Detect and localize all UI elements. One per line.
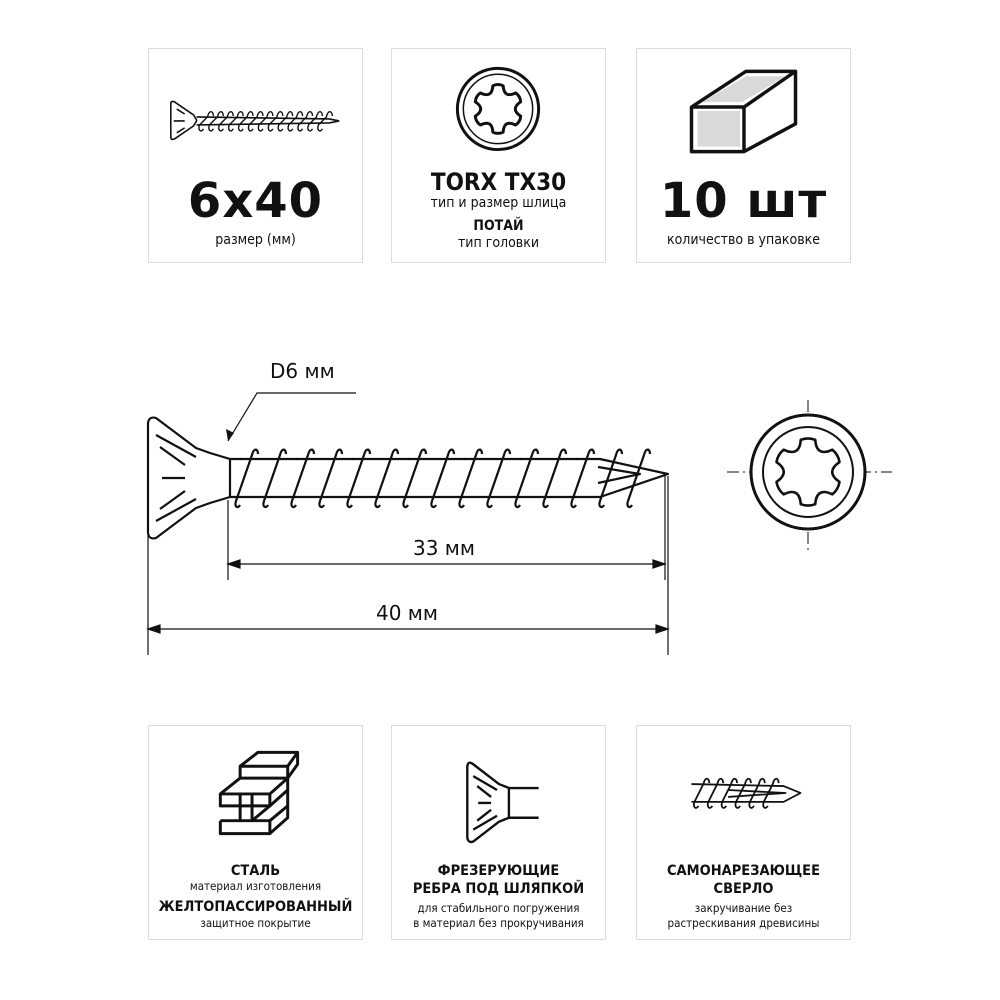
torx-drive-icon bbox=[392, 49, 605, 159]
quantity-value: 10 шт bbox=[659, 173, 828, 229]
material-title: СТАЛЬ bbox=[230, 863, 281, 879]
tip-sub-line1: закручивание без bbox=[694, 901, 793, 915]
tip-card bbox=[636, 725, 851, 940]
tip-sub-line2: растрескивания древисины bbox=[667, 916, 820, 930]
tip-title-line2: СВЕРЛО bbox=[713, 881, 774, 897]
torx-head-top-view bbox=[727, 400, 892, 550]
head-type-label: тип головки bbox=[457, 235, 540, 251]
quantity-card bbox=[636, 48, 851, 263]
drive-type: TORX TX30 bbox=[430, 168, 567, 196]
self-drilling-tip-icon bbox=[637, 726, 850, 856]
thread-length-label: 33 мм bbox=[413, 536, 475, 560]
milling-ribs-icon bbox=[392, 726, 605, 856]
size-value: 6x40 bbox=[187, 173, 324, 229]
package-box-icon bbox=[637, 49, 850, 169]
quantity-label: количество в упаковке bbox=[666, 232, 821, 248]
drive-card bbox=[391, 48, 606, 263]
screw-icon bbox=[149, 49, 362, 179]
tip-title-line1: САМОНАРЕЗАЮЩЕЕ bbox=[666, 863, 821, 879]
drive-type-label: тип и размер шлица bbox=[430, 195, 567, 211]
total-length-label: 40 мм bbox=[376, 601, 438, 625]
size-card bbox=[148, 48, 363, 263]
diameter-label: D6 мм bbox=[270, 359, 335, 383]
steel-beam-icon bbox=[149, 726, 362, 851]
ribs-card bbox=[391, 725, 606, 940]
ribs-sub-line1: для стабильного погружения bbox=[417, 901, 580, 915]
ribs-sub-line2: в материал без прокручивания bbox=[413, 916, 584, 930]
size-label: размер (мм) bbox=[215, 232, 296, 248]
screw-technical-drawing bbox=[0, 345, 1000, 665]
head-type: ПОТАЙ bbox=[473, 218, 524, 234]
material-card bbox=[148, 725, 363, 940]
ribs-title-line2: РЕБРА ПОД ШЛЯПКОЙ bbox=[412, 881, 585, 897]
material-subtitle: материал изготовления bbox=[189, 879, 322, 893]
coating-subtitle: защитное покрытие bbox=[200, 916, 311, 930]
coating-title: ЖЕЛТОПАССИРОВАННЫЙ bbox=[158, 899, 353, 915]
ribs-title-line1: ФРЕЗЕРУЮЩИЕ bbox=[437, 863, 560, 879]
